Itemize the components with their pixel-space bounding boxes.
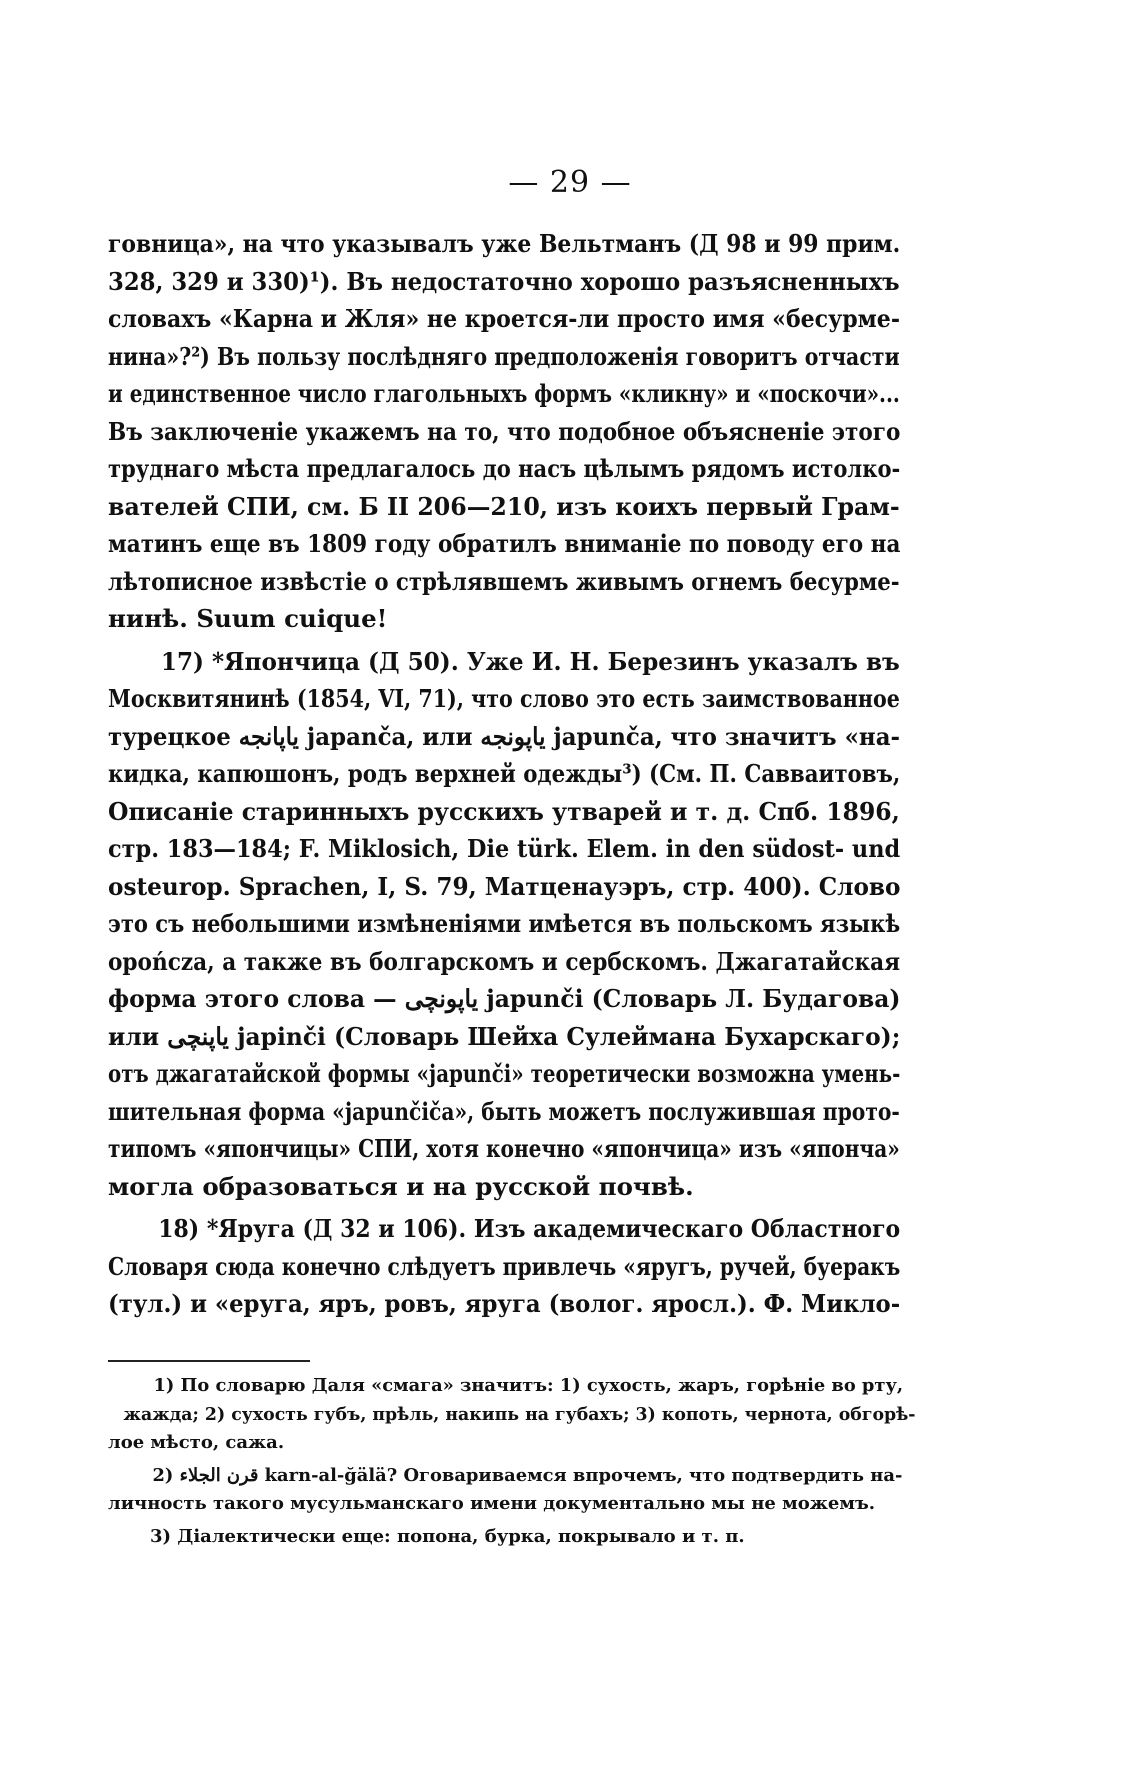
text-line: и единственное число глагольныхъ формъ «кликну» и «поскочи»...	[108, 379, 900, 408]
text-line: труднаго мѣста предлагалось до насъ цѣлымъ рядомъ истолко-	[108, 454, 901, 483]
text-line: или یاپنچی japinči (Словарь Шейха Сулеймана Бухарскаго);	[108, 1021, 901, 1051]
page-number: — 29 —	[508, 165, 632, 200]
text-line: турецкое یاپانجه japanča, или یاپونجه japunča, что значитъ «на-	[108, 721, 901, 751]
footnote-line: 3) Діалектически еще: попона, бурка, покрывало и т. п.	[150, 1525, 745, 1547]
text-line: 328, 329 и 330)¹). Въ недостаточно хорошо разъясненныхъ	[108, 266, 900, 296]
text-line: osteurop. Sprachen, I, S. 79, Матценауэръ, стр. 400). Слово	[108, 871, 901, 901]
text-line: отъ джагатайской формы «japunči» теоретически возможна умень-	[108, 1059, 901, 1088]
footnote-line: жажда; 2) сухость губъ, прѣль, накипь на губахъ; 3) копоть, чернота, обгорѣ-	[123, 1403, 916, 1425]
footnote-line: личность такого мусульманскаго имени документально мы не можемъ.	[108, 1493, 876, 1514]
text-line: (тул.) и «еруга, яръ, ровъ, яруга (волог. яросл.). Ф. Микло-	[108, 1289, 901, 1318]
text-line: нинѣ. Suum cuique!	[108, 604, 388, 633]
footnote-line: 1) По словарю Даля «смага» значитъ: 1) сухость, жаръ, горѣніе во рту,	[153, 1375, 904, 1396]
text-line: кидка, капюшонъ, родъ верхней одежды³) (См. П. Савваитовъ,	[108, 759, 901, 788]
text-line: вателей СПИ, см. Б II 206—210, изъ коихъ первый Грам-	[108, 491, 900, 521]
text-line: нина»?²) Въ пользу послѣдняго предположенія говоритъ отчасти	[108, 341, 900, 371]
text-line: шительная форма «japunčiča», быть можетъ послужившая прото-	[108, 1096, 900, 1126]
text-line: словахъ «Карна и Жля» не кроется-ли просто имя «бесурме-	[108, 304, 900, 333]
text-line: стр. 183—184; F. Miklosich, Die türk. Elem. in den südost- und	[108, 834, 901, 863]
text-line: лѣтописное извѣстіе о стрѣлявшемъ живымъ огнемъ бесурме-	[108, 566, 900, 596]
footnote-line: 2) قرن الجلاء karn-al-ğälä? Оговариваемся впрочемъ, что подтвердить на-	[152, 1464, 903, 1486]
footnote-line: лое мѣсто, сажа.	[108, 1432, 285, 1453]
text-line: Словаря сюда конечно слѣдуетъ привлечь «яругъ, ручей, буеракъ	[108, 1251, 901, 1281]
text-line: Въ заключеніе укажемъ на то, что подобное объясненіе этого	[108, 416, 901, 446]
text-line: Описаніе старинныхъ русскихъ утварей и т. д. Спб. 1896,	[108, 796, 900, 826]
text-line: типомъ «япончицы» СПИ, хотя конечно «япончица» изъ «японча»	[108, 1134, 900, 1163]
text-line: могла образоваться и на русской почвѣ.	[108, 1171, 694, 1201]
text-line: форма этого слова — یاپونچی japunči (Словарь Л. Будагова)	[108, 984, 901, 1013]
text-line: Москвитянинѣ (1854, VI, 71), что слово это есть заимствованное	[108, 684, 900, 713]
text-line: матинъ еще въ 1809 году обратилъ вниманіе по поводу его на	[108, 529, 901, 558]
text-line: это съ небольшими измѣненіями имѣется въ польскомъ языкѣ	[108, 909, 901, 938]
text-line: 17) *Япончица (Д 50). Уже И. Н. Березинъ указалъ въ	[160, 646, 900, 676]
text-line: opończa, а также въ болгарскомъ и сербскомъ. Джагатайская	[108, 946, 901, 976]
text-line: 18) *Яруга (Д 32 и 106). Изъ академическаго Областного	[158, 1214, 901, 1243]
footnote-divider	[108, 1360, 310, 1362]
body-text	[108, 225, 900, 1323]
text-line: говница», на что указывалъ уже Вельтманъ (Д 98 и 99 прим.	[108, 229, 901, 258]
footnotes	[108, 1372, 916, 1551]
